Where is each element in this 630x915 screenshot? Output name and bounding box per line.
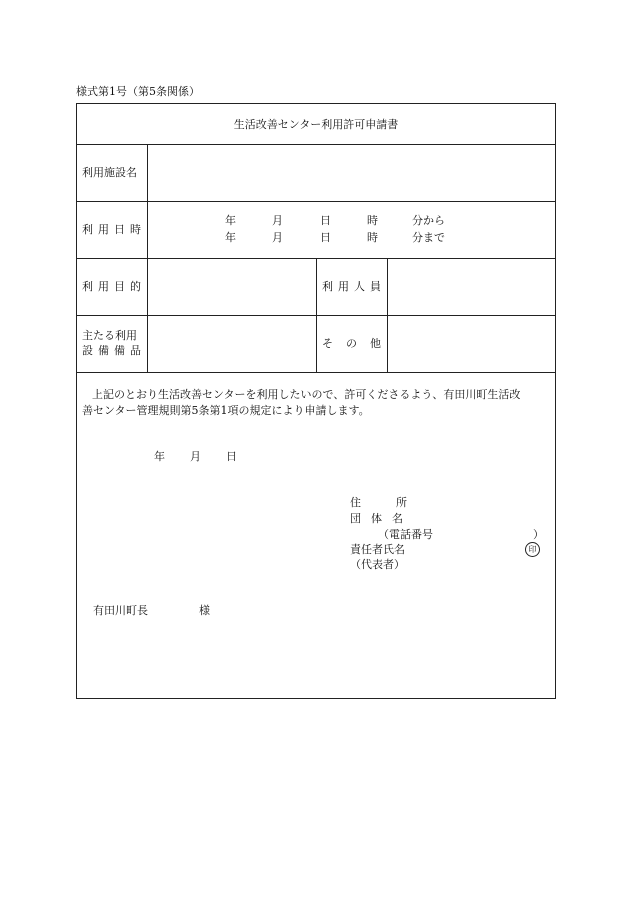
address-label: 住所 xyxy=(350,496,442,509)
declaration-line1: 上記のとおり生活改善センターを利用したいので、許可くださるよう、有田川町生活改 xyxy=(92,388,521,401)
purpose-field[interactable] xyxy=(150,262,313,312)
other-label: その他 xyxy=(322,337,394,350)
end-year-unit: 年 xyxy=(225,231,236,244)
group-name-label: 団体名 xyxy=(350,512,413,525)
end-month-unit: 月 xyxy=(272,231,283,244)
form-number: 様式第1号（第5条関係） xyxy=(76,85,200,98)
right-label-divider xyxy=(387,258,388,372)
date-day-unit: 日 xyxy=(226,450,237,463)
facility-field[interactable] xyxy=(150,148,553,198)
people-label: 利用人員 xyxy=(322,280,386,293)
representative-label: （代表者） xyxy=(350,558,405,571)
purpose-label: 利用目的 xyxy=(82,280,146,293)
facility-label: 利用施設名 xyxy=(82,166,137,179)
start-month-unit: 月 xyxy=(272,214,283,227)
responsible-person-label: 責任者氏名 xyxy=(350,543,405,556)
equipment-field[interactable] xyxy=(150,319,313,369)
end-hour-unit: 時 xyxy=(367,231,378,244)
seal-mark: 印 xyxy=(525,542,540,557)
declaration-line2: 善センター管理規則第5条第1項の規定により申請します。 xyxy=(82,404,370,417)
end-minute-unit: 分まで xyxy=(412,231,445,244)
end-day-unit: 日 xyxy=(320,231,331,244)
divider-equipment xyxy=(76,372,556,373)
middle-column-divider xyxy=(316,258,317,372)
start-day-unit: 日 xyxy=(320,214,331,227)
start-hour-unit: 時 xyxy=(367,214,378,227)
date-year-unit: 年 xyxy=(154,450,165,463)
datetime-label: 利用日時 xyxy=(82,223,146,236)
label-column-divider xyxy=(147,144,148,372)
equipment-label-line2: 設備備品 xyxy=(82,344,146,357)
phone-close-paren: ） xyxy=(533,528,544,541)
addressee-name: 有田川町長 xyxy=(93,604,148,617)
people-field[interactable] xyxy=(390,262,553,312)
divider-facility xyxy=(76,201,556,202)
other-field[interactable] xyxy=(390,319,553,369)
date-month-unit: 月 xyxy=(190,450,201,463)
phone-label: （電話番号 xyxy=(378,528,433,541)
form-title: 生活改善センター利用許可申請書 xyxy=(233,118,399,131)
divider-title xyxy=(76,144,556,145)
start-year-unit: 年 xyxy=(225,214,236,227)
addressee-honorific: 様 xyxy=(199,604,210,617)
equipment-label-line1: 主たる利用 xyxy=(82,329,137,342)
start-minute-unit: 分から xyxy=(412,214,445,227)
